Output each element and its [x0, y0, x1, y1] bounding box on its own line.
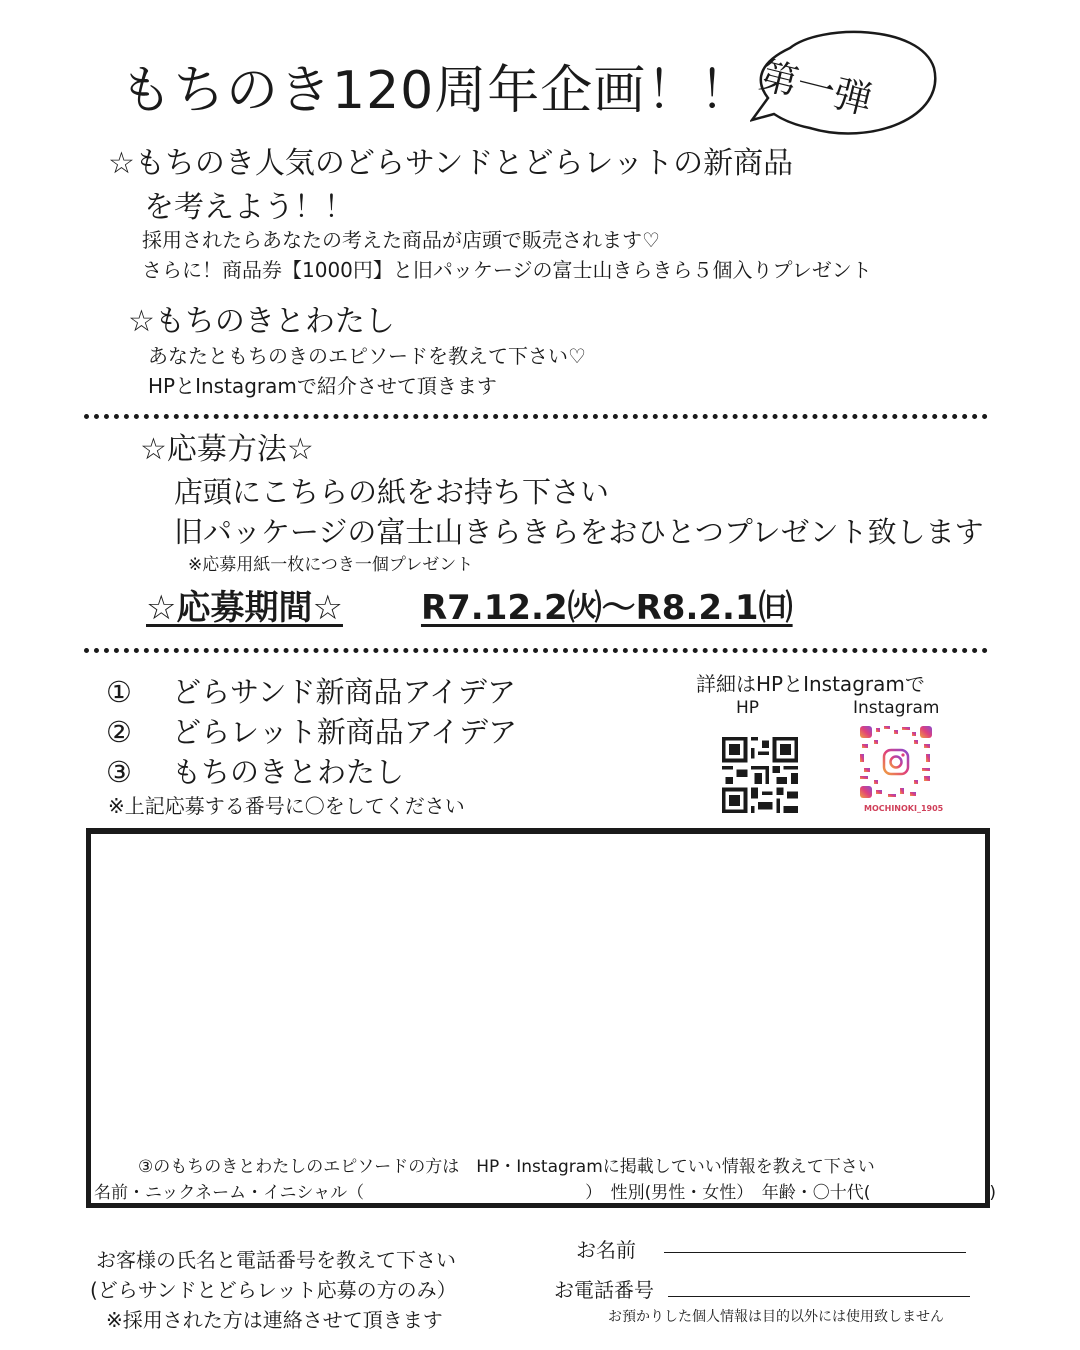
section1-heading: ☆もちのき人気のどらサンドとどらレットの新商品 [108, 146, 794, 181]
links-heading: 詳細はHPとInstagramで [696, 672, 925, 696]
section2-line2: HPとInstagramで紹介させて頂きます [148, 374, 497, 398]
page-title: もちのき120周年企画！！ [120, 61, 753, 121]
divider-2 [84, 648, 988, 653]
answer-note-1: ③のもちのきとわたしのエピソードの方は HP・Instagramに掲載していい情報を教えて下さい [138, 1157, 875, 1177]
application-period [146, 580, 793, 629]
apply-line2: 旧パッケージの富士山きらきらをおひとつプレゼント致します [174, 515, 984, 549]
footer-line2: (どらサンドとどらレット応募の方のみ） [90, 1278, 457, 1302]
phone-label: お電話番号 [554, 1278, 654, 1302]
badge-text: 第一弾 [755, 52, 877, 124]
period-value: R7.12.2㈫〜R8.2.1㈰ [420, 588, 793, 628]
apply-line1: 店頭にこちらの紙をお持ち下さい [174, 475, 610, 509]
divider-1 [84, 414, 988, 419]
hp-qr-code-icon[interactable] [722, 737, 798, 813]
name-label: お名前 [576, 1238, 636, 1262]
choice-3: ③ もちのきとわたし [106, 755, 405, 789]
answer-note-2: 名前・ニックネーム・イニシャル（ ） 性別(男性・女性） 年齢・〇十代( ) [94, 1183, 997, 1203]
choices-note: ※上記応募する番号に〇をしてください [108, 794, 465, 818]
instagram-label: Instagram [853, 698, 940, 718]
period-label: ☆応募期間☆ [146, 588, 343, 628]
answer-box[interactable] [86, 828, 990, 1208]
instagram-qr-code-icon[interactable] [858, 724, 934, 804]
apply-note: ※応募用紙一枚につき一個プレゼント [188, 555, 474, 575]
phone-field-line[interactable] [668, 1296, 970, 1297]
section1-line1: 採用されたらあなたの考えた商品が店頭で販売されます♡ [142, 228, 660, 252]
apply-heading: ☆応募方法☆ [140, 432, 314, 467]
footer-line3: ※採用された方は連絡させて頂きます [106, 1308, 443, 1332]
privacy-note: お預かりした個人情報は目的以外には使用致しません [608, 1309, 944, 1325]
section2-line1: あなたともちのきのエピソードを教えて下さい♡ [148, 344, 586, 368]
instagram-handle: MOCHINOKI_1905 [864, 804, 944, 813]
section1-line2: さらに！商品券【1000円】と旧パッケージの富士山きらきら５個入りプレゼント [142, 258, 872, 282]
section1-heading-cont: を考えよう！！ [144, 190, 354, 225]
choice-1: ① どらサンド新商品アイデア [106, 675, 516, 709]
name-field-line[interactable] [664, 1252, 966, 1253]
section2-heading: ☆もちのきとわたし [128, 304, 395, 339]
hp-label: HP [736, 698, 760, 718]
footer-line1: お客様の氏名と電話番号を教えて下さい [96, 1248, 456, 1272]
choice-2: ② どらレット新商品アイデア [106, 715, 518, 749]
